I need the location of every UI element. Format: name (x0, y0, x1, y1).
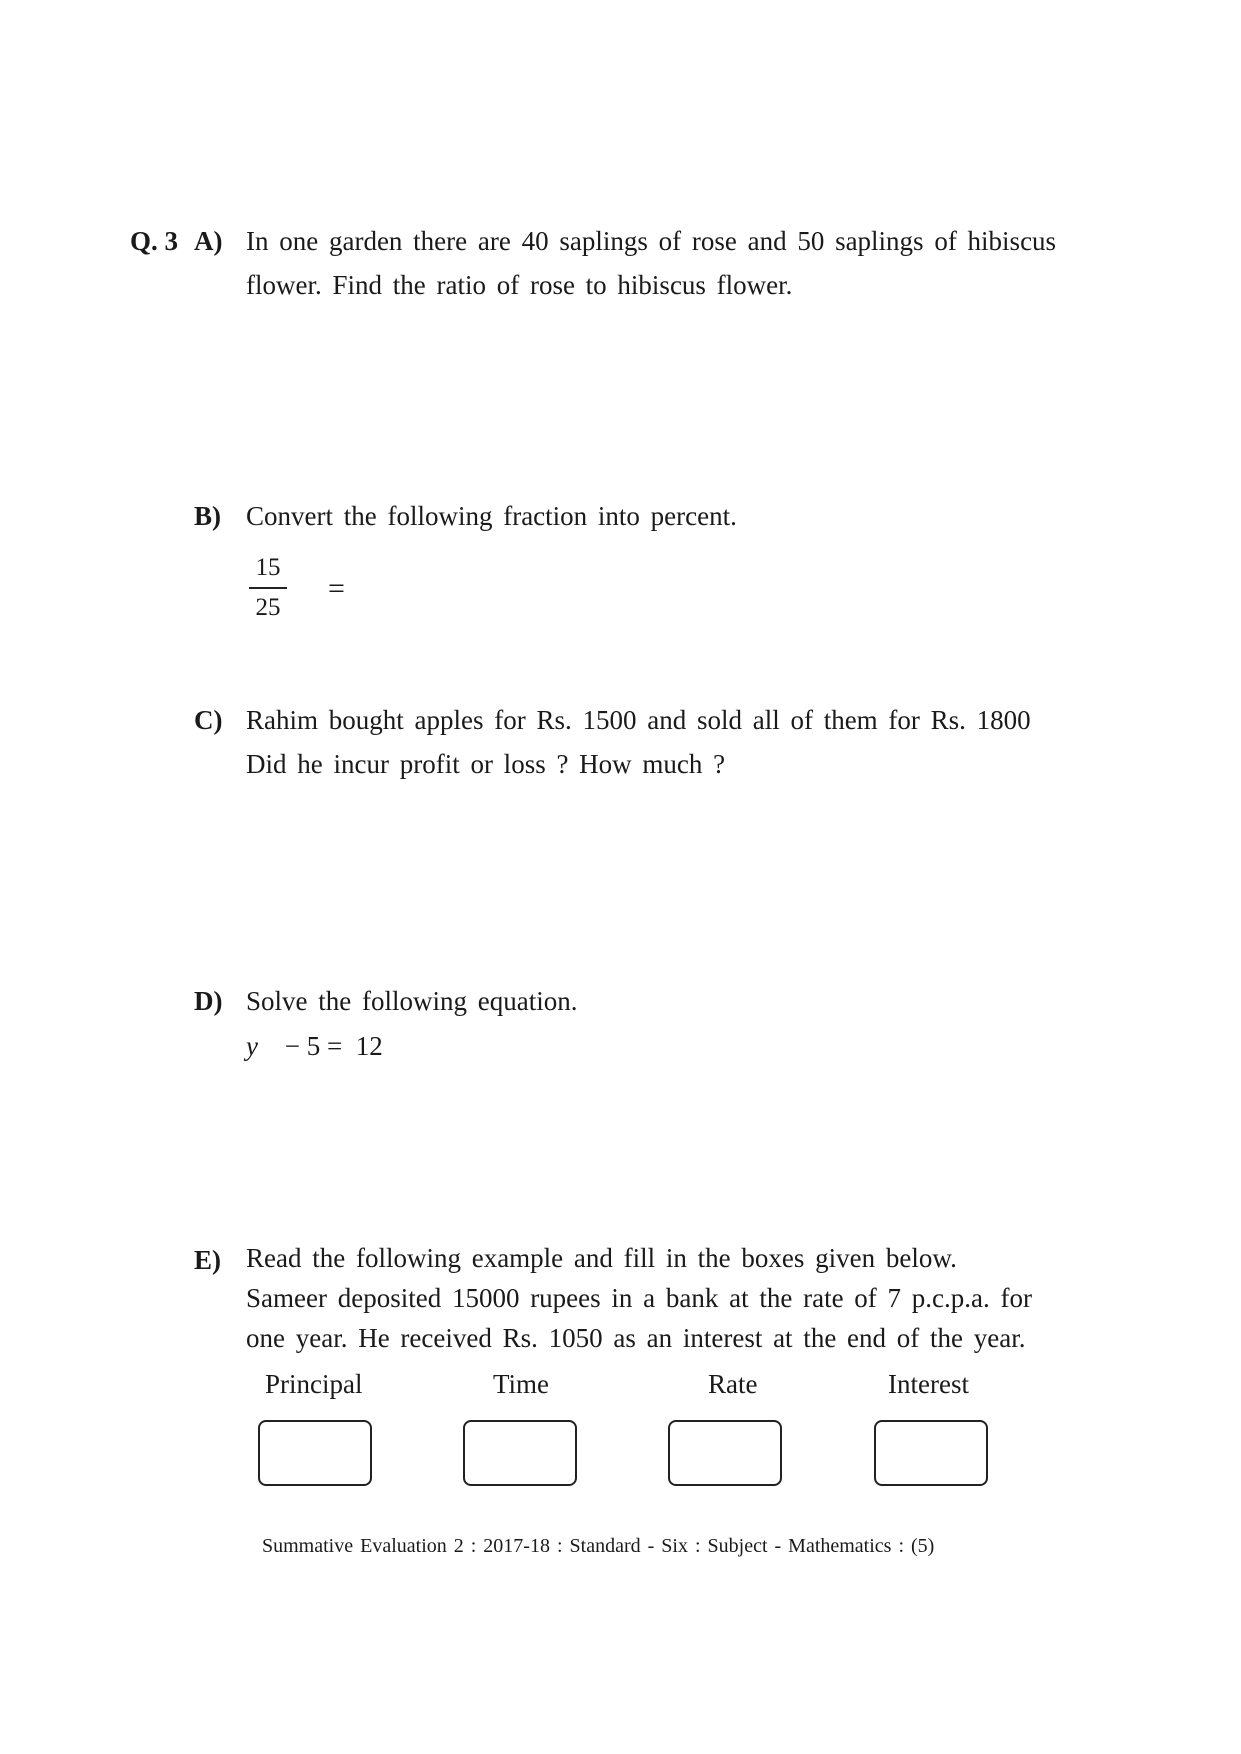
equation-variable: y (246, 1031, 258, 1061)
fraction-numerator: 15 (255, 554, 281, 581)
part-b-label: B) (194, 501, 221, 531)
page-footer: Summative Evaluation 2 : 2017-18 : Standard - Six : Subject - Mathematics : (5) (262, 1535, 935, 1557)
rate-answer-box[interactable] (668, 1420, 782, 1486)
fraction-denominator: 25 (255, 594, 281, 621)
part-a-line1: In one garden there are 40 saplings of rose and 50 saplings of hibiscus (246, 226, 1057, 256)
part-c-line1: Rahim bought apples for Rs. 1500 and sold all of them for Rs. 1800 (246, 705, 1031, 735)
equation-rest: − 5 = 12 (284, 1031, 383, 1061)
fraction-equals: = (328, 572, 345, 605)
part-a-line2: flower. Find the ratio of rose to hibiscus flower. (246, 270, 793, 300)
part-c-label: C) (194, 705, 223, 735)
column-interest: Interest (888, 1369, 969, 1399)
column-rate: Rate (708, 1369, 758, 1399)
equation (246, 1031, 383, 1062)
part-c-line2: Did he incur profit or loss ? How much ? (246, 749, 726, 779)
column-principal: Principal (265, 1369, 363, 1399)
part-b-text: Convert the following fraction into percent. (246, 501, 737, 531)
time-answer-box[interactable] (463, 1420, 577, 1486)
part-e-line1: Read the following example and fill in the boxes given below. (246, 1243, 957, 1273)
part-a-label: A) (194, 226, 223, 256)
principal-answer-box[interactable] (258, 1420, 372, 1486)
question-number: Q. 3 (130, 226, 179, 256)
fraction-bar (249, 587, 287, 589)
column-time: Time (493, 1369, 550, 1399)
part-e-line3: one year. He received Rs. 1050 as an interest at the end of the year. (246, 1323, 1026, 1353)
fraction (248, 554, 288, 622)
interest-answer-box[interactable] (874, 1420, 988, 1486)
part-d-label: D) (194, 986, 223, 1016)
part-d-text: Solve the following equation. (246, 986, 578, 1016)
part-e-label: E) (194, 1245, 221, 1275)
part-e-line2: Sameer deposited 15000 rupees in a bank at the rate of 7 p.c.p.a. for (246, 1283, 1032, 1313)
